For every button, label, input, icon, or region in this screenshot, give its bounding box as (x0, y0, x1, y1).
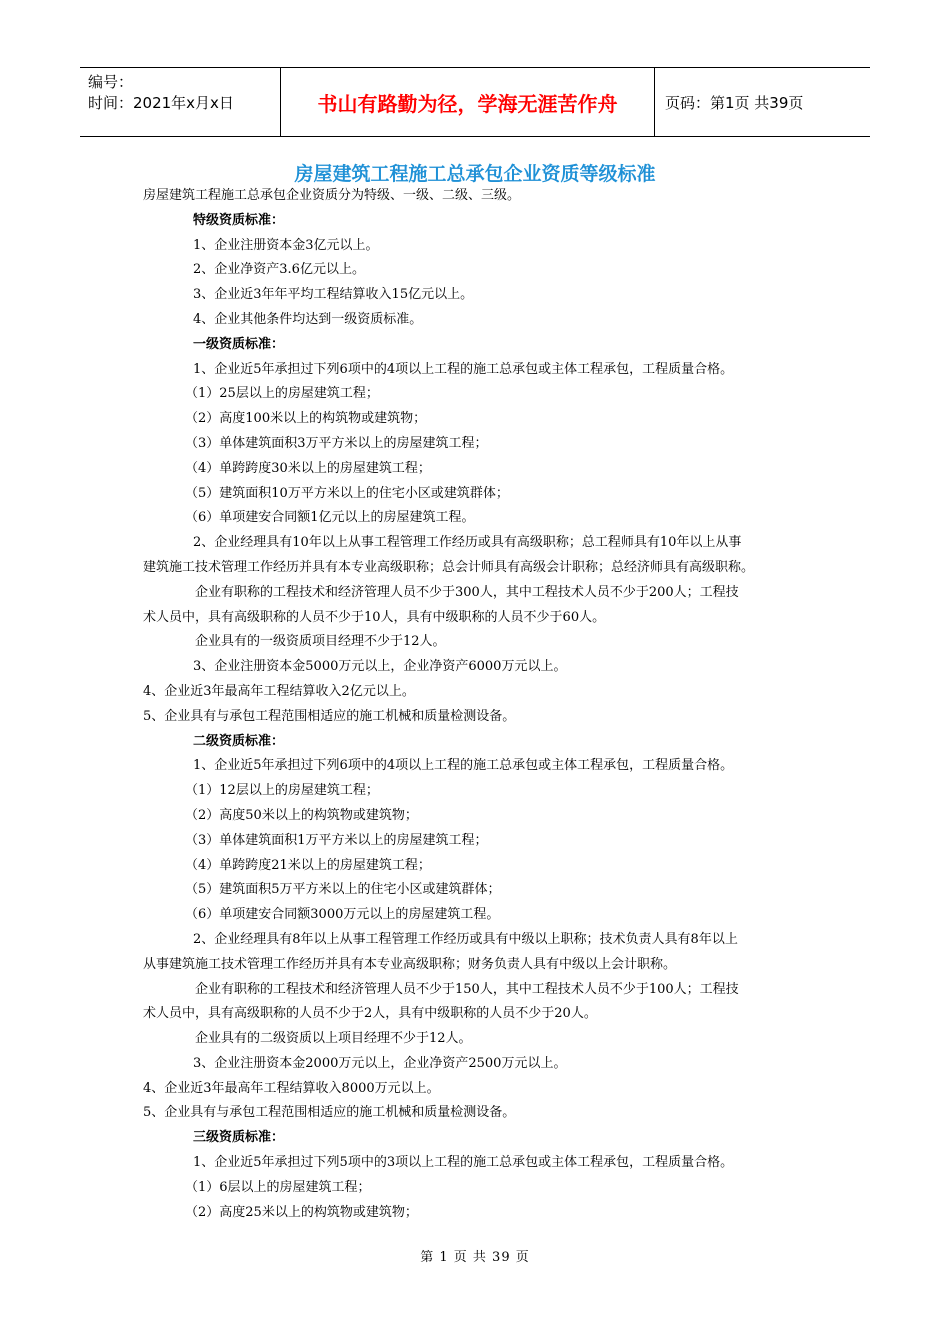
body-line: 术人员中，具有高级职称的人员不少于10人，具有中级职称的人员不少于60人。 (143, 609, 606, 625)
section-heading: 二级资质标准： (193, 733, 285, 749)
body-line: 企业具有的一级资质项目经理不少于12人。 (195, 634, 446, 650)
body-line: 4、企业近3年最高年工程结算收入2亿元以上。 (143, 683, 415, 699)
document-title: 房屋建筑工程施工总承包企业资质等级标准 (294, 163, 656, 185)
body-line: 4、企业近3年最高年工程结算收入8000万元以上。 (143, 1080, 440, 1096)
body-line: 3、企业注册资本金2000万元以上，企业净资产2500万元以上。 (193, 1055, 567, 1071)
body-line: 企业具有的二级资质以上项目经理不少于12人。 (195, 1031, 472, 1047)
body-line: 1、企业注册资本金3亿元以上。 (193, 237, 379, 253)
body-line: （2）高度100米以上的构筑物或建筑物； (185, 411, 427, 427)
header-page-info: 页码：第1页 共39页 (665, 93, 804, 112)
body-line: 3、企业近3年年平均工程结算收入15亿元以上。 (193, 287, 474, 303)
page-footer: 第 1 页 共 39 页 (420, 1250, 530, 1265)
body-line: 4、企业其他条件均达到一级资质标准。 (193, 311, 423, 327)
body-line: （3）单体建筑面积1万平方米以上的房屋建筑工程； (185, 832, 488, 848)
body-line: （3）单体建筑面积3万平方米以上的房屋建筑工程； (185, 435, 488, 451)
body-line: 2、企业经理具有8年以上从事工程管理工作经历或具有中级以上职称；技术负责人具有8年以上 (193, 931, 738, 947)
body-line: 5、企业具有与承包工程范围相适应的施工机械和质量检测设备。 (143, 708, 516, 724)
body-line: （6）单项建安合同额3000万元以上的房屋建筑工程。 (185, 907, 500, 923)
body-line: 2、企业经理具有10年以上从事工程管理工作经历或具有高级职称；总工程师具有10年以上从事 (193, 535, 742, 551)
body-line: （6）单项建安合同额1亿元以上的房屋建筑工程。 (185, 510, 475, 526)
body-line: 1、企业近5年承担过下列5项中的3项以上工程的施工总承包或主体工程承包，工程质量合格。 (193, 1155, 734, 1171)
body-line: 3、企业注册资本金5000万元以上，企业净资产6000万元以上。 (193, 659, 567, 675)
body-line: （5）建筑面积10万平方米以上的住宅小区或建筑群体； (185, 485, 509, 501)
body-line: （2）高度25米以上的构筑物或建筑物； (185, 1204, 418, 1220)
body-line: （1）6层以上的房屋建筑工程； (185, 1179, 371, 1195)
section-heading: 特级资质标准： (193, 212, 285, 228)
body-line: 从事建筑施工技术管理工作经历并具有本专业高级职称；财务负责人具有中级以上会计职称。 (143, 956, 677, 972)
time-label: 时间：2021年x月x日 (88, 94, 234, 112)
document-body (143, 184, 803, 1225)
body-line: （4）单跨跨度21米以上的房屋建筑工程； (185, 857, 431, 873)
section-heading: 三级资质标准： (193, 1130, 285, 1146)
body-line: 术人员中，具有高级职称的人员不少于2人，具有中级职称的人员不少于20人。 (143, 1006, 597, 1022)
body-line: （1）12层以上的房屋建筑工程； (185, 783, 379, 799)
number-label: 编号： (88, 73, 134, 91)
body-line: 企业有职称的工程技术和经济管理人员不少于300人，其中工程技术人员不少于200人；工程技 (195, 584, 739, 600)
body-line: （4）单跨跨度30米以上的房屋建筑工程； (185, 460, 431, 476)
body-line: 2、企业净资产3.6亿元以上。 (193, 262, 365, 278)
body-line: 企业有职称的工程技术和经济管理人员不少于150人，其中工程技术人员不少于100人；工程技 (195, 981, 739, 997)
section-heading: 一级资质标准： (193, 336, 285, 352)
body-line: 房屋建筑工程施工总承包企业资质分为特级、一级、二级、三级。 (143, 188, 521, 203)
body-line: 1、企业近5年承担过下列6项中的4项以上工程的施工总承包或主体工程承包，工程质量合格。 (193, 361, 734, 377)
page-header (80, 67, 870, 137)
body-line: 1、企业近5年承担过下列6项中的4项以上工程的施工总承包或主体工程承包，工程质量合格。 (193, 758, 734, 774)
header-motto: 书山有路勤为径，学海无涯苦作舟 (280, 68, 655, 136)
body-line: （1）25层以上的房屋建筑工程； (185, 386, 379, 402)
body-line: （2）高度50米以上的构筑物或建筑物； (185, 807, 418, 823)
body-line: （5）建筑面积5万平方米以上的住宅小区或建筑群体； (185, 882, 501, 898)
header-meta (80, 68, 280, 136)
body-line: 建筑施工技术管理工作经历并具有本专业高级职称；总会计师具有高级会计职称；总经济师具有高级职称。 (143, 559, 755, 575)
body-line: 5、企业具有与承包工程范围相适应的施工机械和质量检测设备。 (143, 1105, 516, 1121)
